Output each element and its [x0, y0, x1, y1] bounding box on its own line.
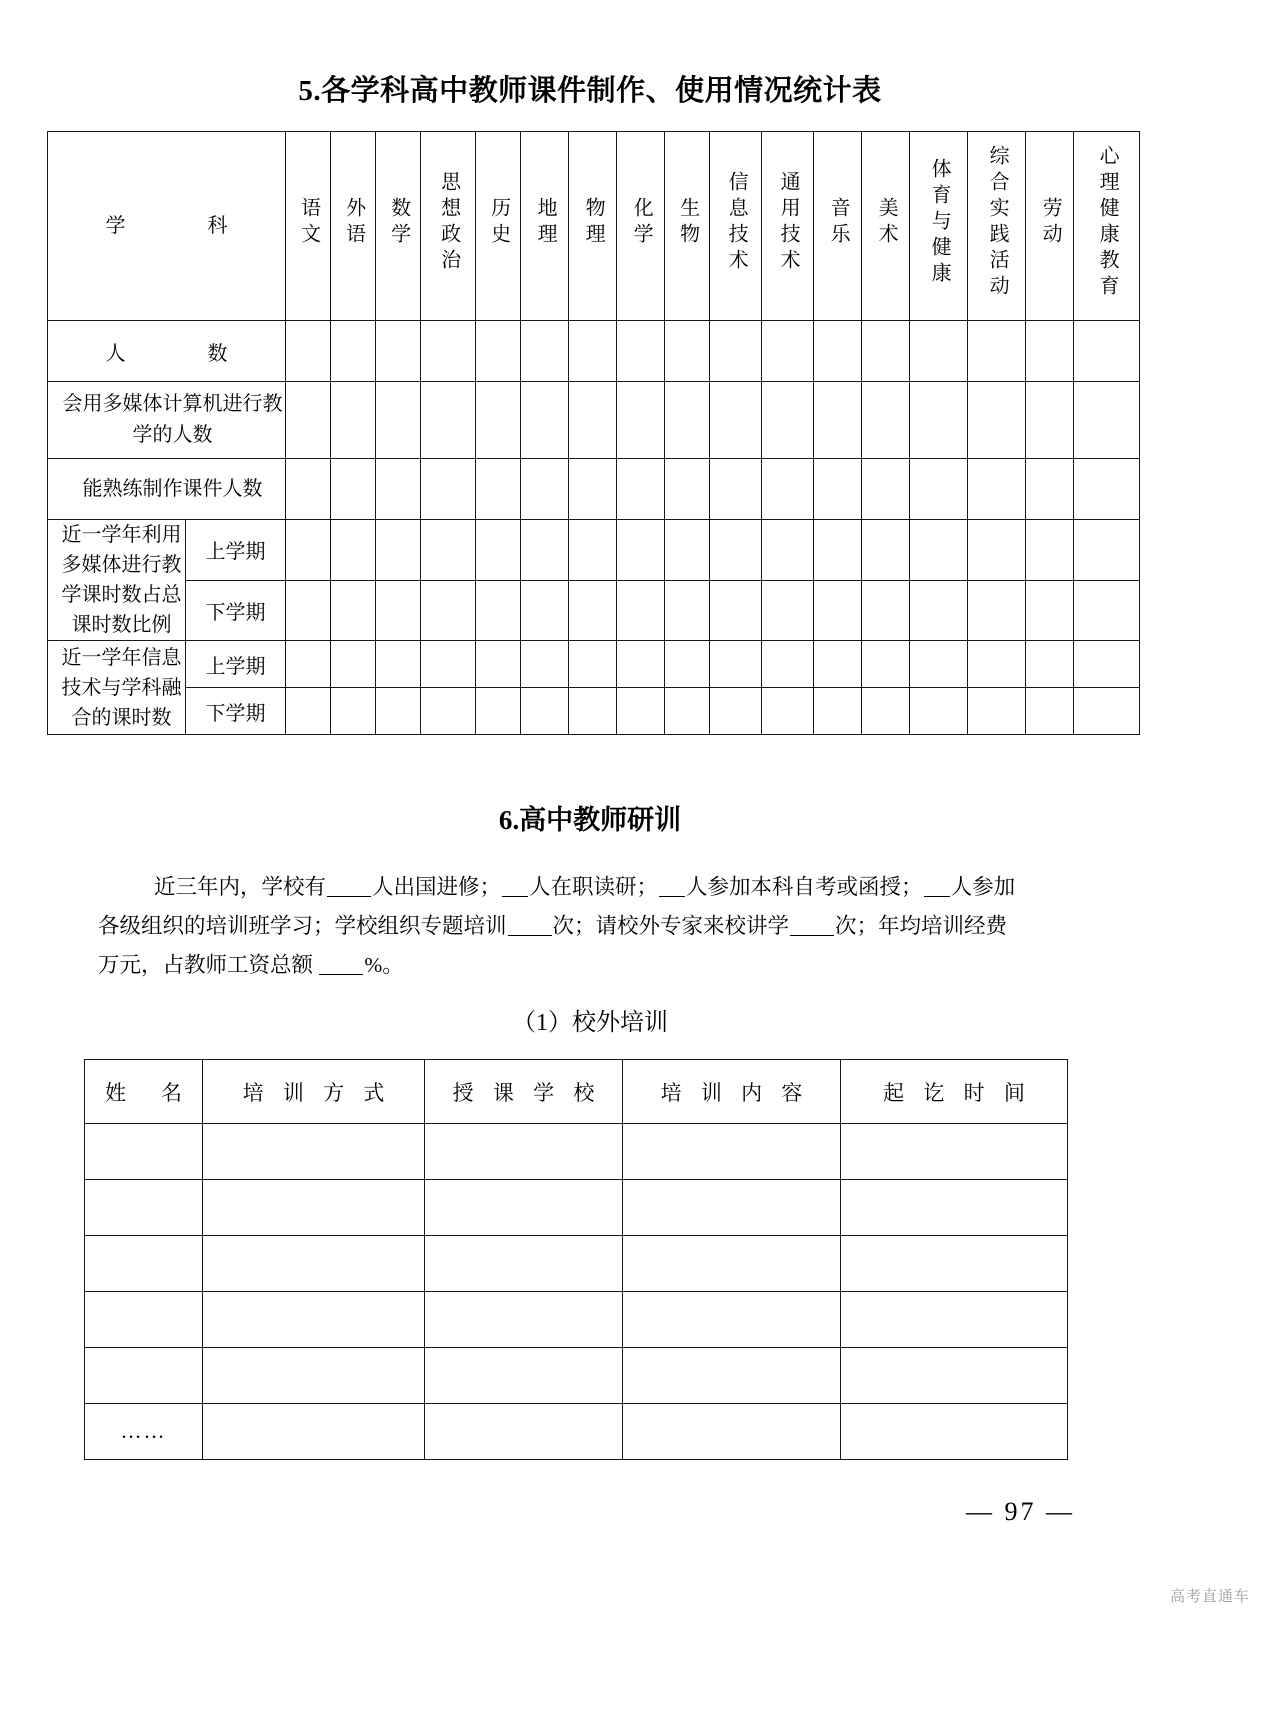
data-cell[interactable] — [665, 688, 710, 735]
data-cell[interactable] — [1026, 688, 1074, 735]
data-cell[interactable] — [617, 641, 665, 688]
data-cell[interactable] — [476, 321, 521, 382]
data-cell[interactable] — [521, 580, 569, 641]
col-header-geography-label: 地理 — [534, 196, 557, 249]
data-cell[interactable] — [376, 688, 421, 735]
cell-teaching-school[interactable] — [425, 1180, 623, 1236]
data-cell[interactable] — [814, 580, 862, 641]
data-cell[interactable] — [331, 382, 376, 459]
cell-training-content[interactable] — [623, 1404, 841, 1460]
paragraph-text: 人参加本科自考或函授； — [686, 875, 923, 899]
data-cell[interactable] — [286, 688, 331, 735]
data-cell[interactable] — [710, 459, 762, 520]
blank-study-abroad[interactable] — [327, 896, 371, 897]
row-label-multimedia-teaching-count: 会用多媒体计算机进行教学的人数 — [48, 382, 286, 459]
data-cell[interactable] — [331, 321, 376, 382]
data-cell[interactable] — [762, 321, 814, 382]
blank-in-service-graduate[interactable] — [502, 896, 528, 897]
cell-training-content[interactable] — [623, 1236, 841, 1292]
col-header-chemistry-label: 化学 — [630, 196, 653, 249]
cell-training-method[interactable] — [203, 1404, 425, 1460]
data-cell[interactable] — [1074, 520, 1140, 581]
semester-first-it: 上学期 — [186, 641, 286, 688]
blank-self-study-exam[interactable] — [659, 896, 685, 897]
data-cell[interactable] — [421, 382, 476, 459]
col-header-history-label: 历史 — [487, 196, 510, 249]
data-cell[interactable] — [1074, 321, 1140, 382]
col-header-chinese-label: 语文 — [297, 196, 320, 249]
col-header-physics-label: 物理 — [582, 196, 605, 249]
data-cell[interactable] — [421, 580, 476, 641]
data-cell[interactable] — [569, 520, 617, 581]
data-cell[interactable] — [862, 520, 910, 581]
cell-training-content[interactable] — [623, 1180, 841, 1236]
data-cell[interactable] — [376, 641, 421, 688]
data-cell[interactable] — [286, 459, 331, 520]
data-cell[interactable] — [1074, 688, 1140, 735]
data-cell[interactable] — [710, 641, 762, 688]
data-cell[interactable] — [286, 580, 331, 641]
data-cell[interactable] — [521, 459, 569, 520]
col-header-biology-label: 生物 — [676, 196, 699, 249]
training-summary-paragraph — [98, 868, 1144, 985]
subject-courseware-table — [47, 131, 1119, 735]
col-header-mental-health-education-label: 心理健康教育 — [1096, 144, 1119, 301]
col-header-pe-health — [910, 132, 968, 321]
table-row-multimedia-ratio-second-semester — [48, 580, 1140, 641]
col-header-general-technology-label: 通用技术 — [777, 170, 800, 275]
data-cell[interactable] — [862, 459, 910, 520]
paragraph-text: 近三年内，学校有 — [154, 875, 327, 899]
row-label-it-integration: 近一学年信息技术与学科融合的课时数 — [48, 641, 186, 735]
table-row — [85, 1180, 1068, 1236]
table-row — [85, 1292, 1068, 1348]
data-cell[interactable] — [762, 641, 814, 688]
row-label-headcount: 人 数 — [48, 321, 286, 382]
paragraph-text: 次；年均培训经费 — [835, 914, 1008, 938]
data-cell[interactable] — [910, 321, 968, 382]
col-header-music-label: 音乐 — [827, 196, 850, 249]
cell-name-ellipsis[interactable]: …… — [85, 1404, 203, 1460]
paragraph-text: 万元，占教师工资总额 — [98, 953, 314, 977]
col-header-training-content: 培 训 内 容 — [623, 1060, 841, 1124]
data-cell[interactable] — [521, 641, 569, 688]
table-row — [85, 1124, 1068, 1180]
data-cell[interactable] — [617, 580, 665, 641]
cell-name[interactable] — [85, 1180, 203, 1236]
data-cell[interactable] — [569, 641, 617, 688]
col-header-general-technology — [762, 132, 814, 321]
data-cell[interactable] — [617, 459, 665, 520]
data-cell[interactable] — [665, 459, 710, 520]
data-cell[interactable] — [421, 459, 476, 520]
cell-name[interactable] — [85, 1236, 203, 1292]
paragraph-text: 人在职读研； — [529, 875, 659, 899]
col-header-mental-health-education — [1074, 132, 1140, 321]
paragraph-text: 人出国进修； — [372, 875, 502, 899]
data-cell[interactable] — [762, 382, 814, 459]
data-cell[interactable] — [968, 459, 1026, 520]
data-cell[interactable] — [910, 520, 968, 581]
table-row-it-integration-second-semester — [48, 688, 1140, 735]
data-cell[interactable] — [286, 321, 331, 382]
data-cell[interactable] — [665, 580, 710, 641]
data-cell[interactable] — [331, 688, 376, 735]
data-cell[interactable] — [1026, 520, 1074, 581]
col-header-politics — [421, 132, 476, 321]
watermark-label: 高考直通车 — [1169, 1588, 1250, 1605]
data-cell[interactable] — [814, 459, 862, 520]
data-cell[interactable] — [862, 321, 910, 382]
data-cell[interactable] — [521, 520, 569, 581]
data-cell[interactable] — [476, 641, 521, 688]
table-row-it-integration-first-semester — [48, 641, 1140, 688]
data-cell[interactable] — [1026, 641, 1074, 688]
table-1 — [47, 131, 1140, 735]
cell-teaching-school[interactable] — [425, 1236, 623, 1292]
data-cell[interactable] — [968, 641, 1026, 688]
data-cell[interactable] — [710, 382, 762, 459]
cell-time-range[interactable] — [841, 1348, 1068, 1404]
cell-teaching-school[interactable] — [425, 1404, 623, 1460]
table-2 — [84, 1059, 1068, 1460]
col-header-math — [376, 132, 421, 321]
data-cell[interactable] — [1026, 580, 1074, 641]
data-cell[interactable] — [1026, 459, 1074, 520]
cell-training-content[interactable] — [623, 1292, 841, 1348]
data-cell[interactable] — [968, 382, 1026, 459]
data-cell[interactable] — [762, 688, 814, 735]
data-cell[interactable] — [569, 688, 617, 735]
data-cell[interactable] — [286, 641, 331, 688]
cell-name[interactable] — [85, 1348, 203, 1404]
data-cell[interactable] — [1074, 459, 1140, 520]
data-cell[interactable] — [421, 520, 476, 581]
corner-label-subject: 学 科 — [48, 132, 286, 321]
data-cell[interactable] — [1026, 321, 1074, 382]
table-row-courseware-skill-count — [48, 459, 1140, 520]
col-header-foreign-language-label: 外语 — [342, 196, 365, 249]
data-cell[interactable] — [569, 382, 617, 459]
data-cell[interactable] — [1074, 641, 1140, 688]
cell-teaching-school[interactable] — [425, 1348, 623, 1404]
paragraph-text: 次；请校外专家来校讲学 — [552, 914, 790, 938]
cell-teaching-school[interactable] — [425, 1292, 623, 1348]
data-cell[interactable] — [665, 520, 710, 581]
table-row — [85, 1404, 1068, 1460]
data-cell[interactable] — [569, 580, 617, 641]
data-cell[interactable] — [665, 321, 710, 382]
data-cell[interactable] — [910, 641, 968, 688]
cell-name[interactable] — [85, 1124, 203, 1180]
data-cell[interactable] — [1074, 580, 1140, 641]
data-cell[interactable] — [862, 688, 910, 735]
semester-second-it: 下学期 — [186, 688, 286, 735]
section-6-title: 6.高中教师研训 — [498, 805, 682, 835]
data-cell[interactable] — [421, 321, 476, 382]
data-cell[interactable] — [862, 580, 910, 641]
cell-training-method[interactable] — [203, 1124, 425, 1180]
cell-training-content[interactable] — [623, 1348, 841, 1404]
page-number: — 97 — — [966, 1497, 1075, 1526]
col-header-information-technology-label: 信息技术 — [725, 170, 748, 275]
data-cell[interactable] — [521, 382, 569, 459]
data-cell[interactable] — [968, 520, 1026, 581]
paragraph-text: 各级组织的培训班学习；学校组织专题培训 — [98, 914, 507, 938]
subsection-external-training-title: （1）校外培训 — [512, 1010, 668, 1036]
table-row-multimedia-teaching-count — [48, 382, 1140, 459]
data-cell[interactable] — [331, 580, 376, 641]
data-cell[interactable] — [376, 382, 421, 459]
col-header-name: 姓 名 — [85, 1060, 203, 1124]
cell-time-range[interactable] — [841, 1124, 1068, 1180]
data-cell[interactable] — [617, 382, 665, 459]
col-header-comprehensive-practice — [968, 132, 1026, 321]
col-header-foreign-language — [331, 132, 376, 321]
external-training-table — [84, 1059, 1067, 1460]
data-cell[interactable] — [476, 382, 521, 459]
data-cell[interactable] — [762, 459, 814, 520]
col-header-geography — [521, 132, 569, 321]
col-header-labor — [1026, 132, 1074, 321]
data-cell[interactable] — [814, 520, 862, 581]
cell-time-range[interactable] — [841, 1404, 1068, 1460]
col-header-music — [814, 132, 862, 321]
data-cell[interactable] — [286, 382, 331, 459]
table-1-header-row — [48, 132, 1140, 321]
data-cell[interactable] — [376, 321, 421, 382]
col-header-labor-label: 劳动 — [1039, 196, 1062, 249]
cell-teaching-school[interactable] — [425, 1124, 623, 1180]
col-header-training-method: 培 训 方 式 — [203, 1060, 425, 1124]
cell-training-content[interactable] — [623, 1124, 841, 1180]
data-cell[interactable] — [376, 580, 421, 641]
blank-expert-lecture-times[interactable] — [790, 935, 834, 936]
data-cell[interactable] — [331, 520, 376, 581]
table-row-headcount — [48, 321, 1140, 382]
table-row-multimedia-ratio-first-semester — [48, 520, 1140, 581]
table-row — [85, 1348, 1068, 1404]
data-cell[interactable] — [910, 382, 968, 459]
data-cell[interactable] — [862, 382, 910, 459]
data-cell[interactable] — [617, 688, 665, 735]
cell-time-range[interactable] — [841, 1292, 1068, 1348]
data-cell[interactable] — [617, 321, 665, 382]
data-cell[interactable] — [617, 520, 665, 581]
data-cell[interactable] — [968, 580, 1026, 641]
data-cell[interactable] — [814, 641, 862, 688]
col-header-history — [476, 132, 521, 321]
semester-second-multimedia: 下学期 — [186, 580, 286, 641]
data-cell[interactable] — [968, 688, 1026, 735]
paragraph-line-2 — [98, 907, 1144, 946]
paragraph-line-1 — [98, 868, 1144, 907]
col-header-pe-health-label: 体育与健康 — [928, 157, 951, 288]
cell-training-method[interactable] — [203, 1236, 425, 1292]
data-cell[interactable] — [569, 459, 617, 520]
col-header-teaching-school: 授 课 学 校 — [425, 1060, 623, 1124]
data-cell[interactable] — [910, 459, 968, 520]
data-cell[interactable] — [814, 321, 862, 382]
data-cell[interactable] — [665, 641, 710, 688]
row-label-multimedia-ratio: 近一学年利用多媒体进行教学课时数占总课时数比例 — [48, 520, 186, 641]
table-row — [85, 1236, 1068, 1292]
cell-time-range[interactable] — [841, 1180, 1068, 1236]
data-cell[interactable] — [710, 321, 762, 382]
blank-attend-training[interactable] — [924, 896, 950, 897]
data-cell[interactable] — [521, 321, 569, 382]
data-cell[interactable] — [569, 321, 617, 382]
data-cell[interactable] — [476, 688, 521, 735]
data-cell[interactable] — [910, 580, 968, 641]
data-cell[interactable] — [862, 641, 910, 688]
cell-time-range[interactable] — [841, 1236, 1068, 1292]
cell-training-method[interactable] — [203, 1348, 425, 1404]
data-cell[interactable] — [421, 641, 476, 688]
data-cell[interactable] — [1074, 382, 1140, 459]
data-cell[interactable] — [1026, 382, 1074, 459]
paragraph-text: 人参加 — [950, 875, 1016, 899]
col-header-fine-arts-label: 美术 — [875, 196, 898, 249]
col-header-chinese — [286, 132, 331, 321]
data-cell[interactable] — [814, 382, 862, 459]
data-cell[interactable] — [476, 459, 521, 520]
table-2-header-row — [85, 1060, 1068, 1124]
col-header-time-range: 起 讫 时 间 — [841, 1060, 1068, 1124]
cell-name[interactable] — [85, 1292, 203, 1348]
data-cell[interactable] — [376, 459, 421, 520]
semester-first-multimedia: 上学期 — [186, 520, 286, 581]
data-cell[interactable] — [476, 520, 521, 581]
paragraph-line-3 — [98, 946, 1144, 985]
data-cell[interactable] — [286, 520, 331, 581]
data-cell[interactable] — [331, 459, 376, 520]
data-cell[interactable] — [421, 688, 476, 735]
col-header-chemistry — [617, 132, 665, 321]
col-header-information-technology — [710, 132, 762, 321]
col-header-biology — [665, 132, 710, 321]
col-header-politics-label: 思想政治 — [437, 170, 460, 275]
data-cell[interactable] — [710, 520, 762, 581]
data-cell[interactable] — [910, 688, 968, 735]
data-cell[interactable] — [968, 321, 1026, 382]
section-5-title: 5.各学科高中教师课件制作、使用情况统计表 — [298, 75, 882, 107]
blank-thematic-training-times[interactable] — [508, 935, 552, 936]
data-cell[interactable] — [521, 688, 569, 735]
col-header-comprehensive-practice-label: 综合实践活动 — [986, 144, 1009, 301]
data-cell[interactable] — [376, 520, 421, 581]
data-cell[interactable] — [476, 580, 521, 641]
data-cell[interactable] — [710, 580, 762, 641]
row-label-courseware-skill-count: 能熟练制作课件人数 — [48, 459, 286, 520]
data-cell[interactable] — [331, 641, 376, 688]
data-cell[interactable] — [665, 382, 710, 459]
col-header-physics — [569, 132, 617, 321]
col-header-fine-arts — [862, 132, 910, 321]
data-cell[interactable] — [762, 520, 814, 581]
cell-training-method[interactable] — [203, 1292, 425, 1348]
blank-salary-percentage[interactable] — [319, 974, 363, 975]
paragraph-text: %。 — [364, 953, 404, 977]
data-cell[interactable] — [710, 688, 762, 735]
data-cell[interactable] — [762, 580, 814, 641]
col-header-math-label: 数学 — [387, 196, 410, 249]
cell-training-method[interactable] — [203, 1180, 425, 1236]
data-cell[interactable] — [814, 688, 862, 735]
